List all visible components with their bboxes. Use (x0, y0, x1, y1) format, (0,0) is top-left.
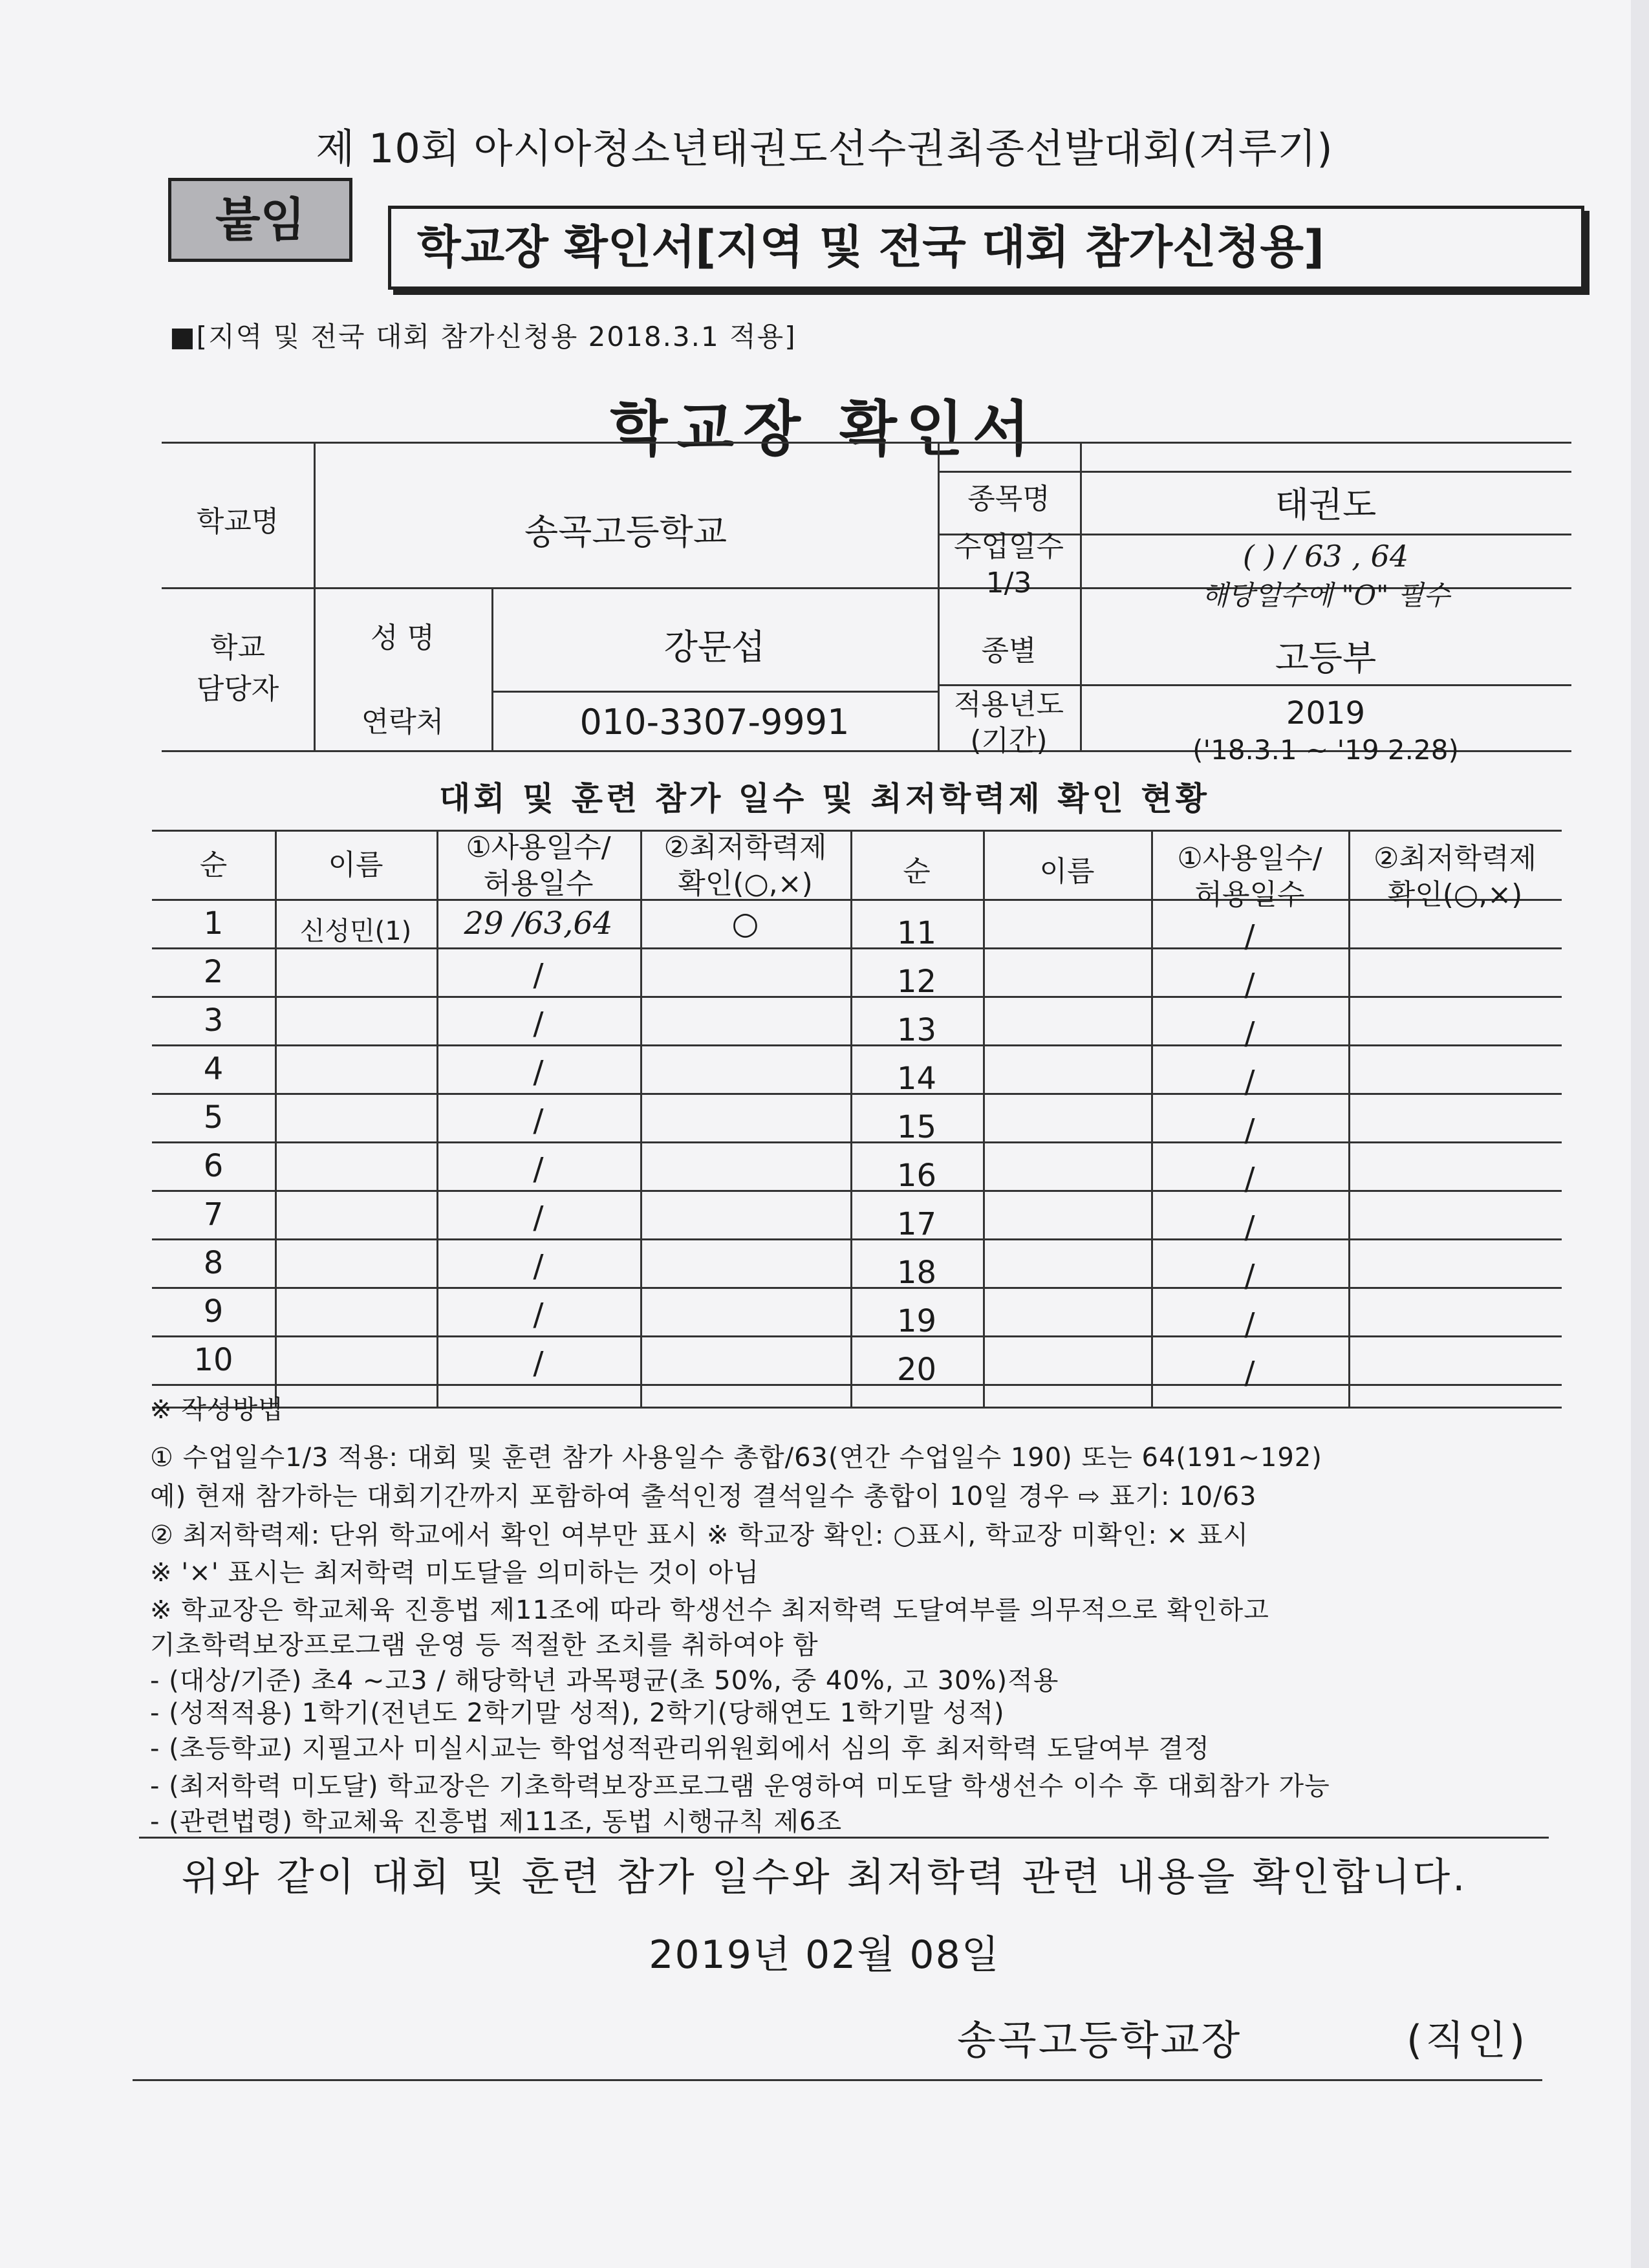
info-rule-r1 (938, 471, 1571, 473)
days-slash: / (533, 1103, 544, 1139)
row-number: 7 (203, 1196, 224, 1233)
days-slash: / (533, 1200, 544, 1236)
official-seal: (직인) (1406, 2016, 1529, 2064)
note-line: ※ '×' 표시는 최저학력 미도달을 의미하는 것이 아님 (150, 1558, 760, 1588)
days-slash: / (533, 1006, 544, 1042)
col-header-days: ①사용일수/ 허용일수 (466, 831, 611, 900)
row-number: 13 (896, 1012, 937, 1048)
col-header-check-right: ②최저학력제 확인(○,×) (1374, 842, 1536, 911)
col-header-name: 이름 (328, 848, 383, 881)
row-number: 10 (193, 1342, 233, 1378)
days-slash: / (1244, 967, 1255, 1003)
days-slash: / (533, 1151, 544, 1187)
footer-rule-top (139, 1837, 1549, 1839)
days-slash: / (1244, 1112, 1255, 1149)
days-slash: / (1244, 1258, 1255, 1294)
division-value: 고등부 (1275, 638, 1377, 678)
year-label: 적용년도 (기간) (953, 688, 1064, 757)
note-line: ② 최저학력제: 단위 학교에서 확인 여부만 표시 ※ 학교장 확인: ○표시, 학교장 미확인: × 표시 (150, 1520, 1249, 1550)
days-slash: / (1244, 1064, 1255, 1100)
attachment-badge: 붙임 (168, 178, 352, 262)
days-slash: / (533, 1345, 544, 1381)
table-subtitle: 대회 및 훈련 참가 일수 및 최저학력제 확인 현황 (439, 780, 1210, 817)
row-number: 12 (896, 964, 937, 1000)
note-line: - (최저학력 미도달) 학교장은 기초학력보장프로그램 운영하여 미도달 학생선수 이수 후 대회참가 가능 (150, 1771, 1330, 1801)
note-line: 기초학력보장프로그램 운영 등 적절한 조치를 취하여야 함 (150, 1630, 819, 1660)
document-title: 학교장 확인서 (610, 394, 1039, 464)
grid-col-5 (983, 830, 985, 1407)
col-header-days-right: ①사용일수/ 허용일수 (1177, 842, 1322, 911)
apply-note: ■[지역 및 전국 대회 참가신청용 2018.3.1 적용] (169, 321, 797, 352)
class-days-label: 수업일수 1/3 (953, 530, 1064, 599)
grid-col-7 (1348, 830, 1350, 1407)
footer-rule-bottom (133, 2079, 1542, 2081)
name-label: 성 명 (371, 621, 435, 654)
days-slash: / (533, 1248, 544, 1284)
days-slash: / (533, 1054, 544, 1090)
row-number: 2 (203, 954, 224, 990)
info-rule-name (491, 691, 938, 693)
row-number: 8 (203, 1245, 224, 1281)
days-slash: / (1244, 1209, 1255, 1246)
section-title: 학교장 확인서[지역 및 전국 대회 참가신청용] (388, 206, 1584, 290)
col-header-check: ②최저학력제 확인(○,×) (663, 831, 827, 900)
row-number: 17 (896, 1206, 937, 1242)
athlete-name: 신성민(1) (299, 916, 412, 946)
division-label: 종별 (981, 634, 1037, 667)
note-line: - (초등학교) 지필고사 미실시교는 학업성적관리위원회에서 심의 후 최저학력 도달여부 결정 (150, 1734, 1210, 1764)
col-header-no-right: 순 (903, 855, 931, 888)
info-rule-r3 (938, 684, 1571, 686)
row-number: 19 (896, 1303, 937, 1339)
row-number: 16 (896, 1158, 937, 1194)
sport-label: 종목명 (967, 482, 1050, 515)
note-line: - (관련법령) 학교체육 진흥법 제11조, 동법 시행규칙 제6조 (150, 1807, 843, 1837)
days-slash: / (533, 1297, 544, 1333)
issue-date: 2019년 02월 08일 (649, 1932, 1000, 1978)
row-number: 6 (203, 1148, 224, 1184)
row-number: 11 (896, 915, 937, 951)
days-slash: / (1244, 918, 1255, 955)
col-header-no: 순 (199, 848, 228, 881)
info-rule-top (162, 442, 1571, 444)
row-number: 18 (896, 1255, 937, 1291)
class-days-note: 해당일수에 "O" 필수 (1202, 579, 1450, 611)
school-label: 학교명 (196, 505, 279, 538)
row-number: 1 (203, 905, 224, 942)
row-number: 14 (896, 1061, 937, 1097)
note-line: 예) 현재 참가하는 대회기간까지 포함하여 출석인정 결석일수 총합이 10일 경우 ⇨ 표기: 10/63 (150, 1482, 1257, 1511)
days-slash: / (533, 957, 544, 993)
staff-label: 학교 담당자 (196, 631, 279, 706)
sport-value: 태권도 (1275, 484, 1377, 525)
note-line: ※ 학교장은 학교체육 진흥법 제11조에 따라 학생선수 최저학력 도달여부를 의무적으로 확인하고 (150, 1595, 1269, 1625)
grid-top (152, 830, 1562, 832)
principal-signature: 송곡고등학교장 (957, 2016, 1242, 2064)
row-number: 15 (896, 1109, 937, 1145)
row-number: 20 (896, 1352, 937, 1388)
row-number: 5 (203, 1099, 224, 1136)
school-value: 송곡고등학교 (524, 512, 727, 552)
grid-bottom (152, 1407, 1562, 1409)
note-line: - (대상/기준) 초4 ~고3 / 해당학년 과목평균(초 50%, 중 40%, 고 30%)적용 (150, 1666, 1059, 1696)
days-slash: / (1244, 1161, 1255, 1197)
contact-label: 연락처 (361, 706, 444, 739)
contact-value: 010-3307-9991 (579, 702, 850, 742)
name-value: 강문섭 (663, 627, 766, 667)
year-period: ('18.3.1 ~ '19 2.28) (1192, 734, 1459, 766)
check-mark: ○ (731, 905, 759, 942)
confirmation-text: 위와 같이 대회 및 훈련 참가 일수와 최저학력 관련 내용을 확인합니다. (181, 1855, 1468, 1900)
row-number: 4 (203, 1051, 224, 1087)
col-header-name-right: 이름 (1039, 855, 1095, 888)
note-line: - (성적적용) 1학기(전년도 2학기말 성적), 2학기(당해연도 1학기말 성적) (150, 1698, 1005, 1728)
year-value: 2019 (1286, 695, 1366, 731)
used-days: 29 /63,64 (464, 905, 613, 942)
row-number: 3 (203, 1002, 224, 1039)
days-slash: / (1244, 1015, 1255, 1052)
event-title: 제 10회 아시아청소년태권도선수권최종선발대회(겨루기) (316, 125, 1333, 172)
days-slash: / (1244, 1306, 1255, 1343)
row-number: 9 (203, 1293, 224, 1330)
class-days-value: ( ) / 63 , 64 (1242, 539, 1409, 574)
notes-heading: ※ 작성방법 (150, 1395, 284, 1425)
days-slash: / (1244, 1355, 1255, 1391)
note-line: ① 수업일수1/3 적용: 대회 및 훈련 참가 사용일수 총합/63(연간 수업일수 190) 또는 64(191~192) (150, 1443, 1322, 1473)
